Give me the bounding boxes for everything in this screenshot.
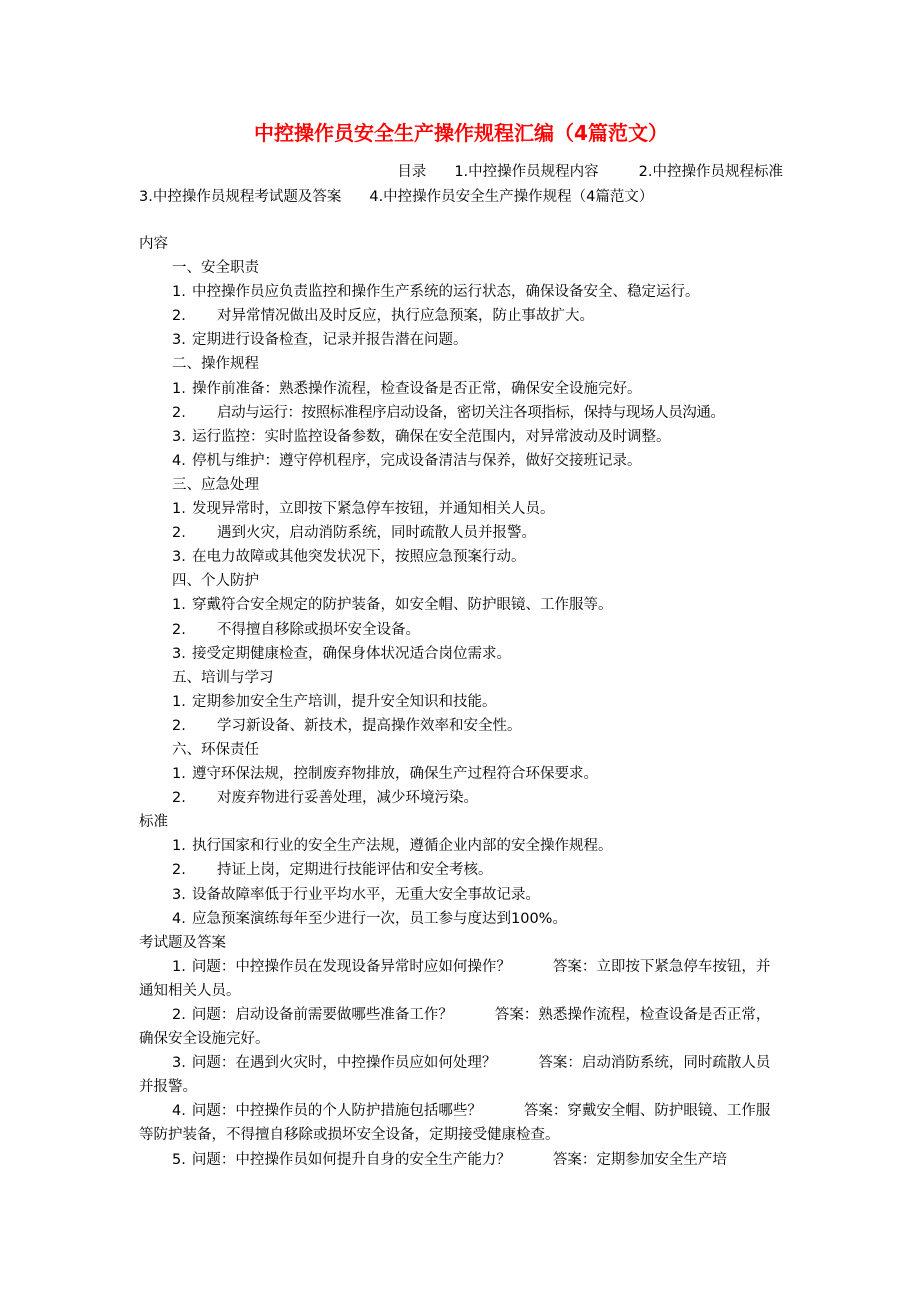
list-item: 3. 运行监控：实时监控设备参数，确保在安全范围内，对异常波动及时调整。 xyxy=(172,428,671,445)
list-item: 2. 启动与运行：按照标准程序启动设备，密切关注各项指标，保持与现场人员沟通。 xyxy=(172,404,725,421)
qa-item: 4. 问题：中控操作员的个人防护措施包括哪些？ 答案：穿戴安全帽、防护眼镜、工作服等防护装备，不得擅自移除或损坏安全设备，定期接受健康检查。 xyxy=(139,1103,771,1144)
qa-item: 5. 问题：中控操作员如何提升自身的安全生产能力？ 答案：定期参加安全生产培 xyxy=(172,1151,727,1168)
list-item: 2. 对废弃物进行妥善处理，减少环境污染。 xyxy=(172,790,478,807)
toc-item-1[interactable]: 1.中控操作员规程内容 xyxy=(454,164,599,180)
document-title: 中控操作员安全生产操作规程汇编（4篇范文） xyxy=(254,121,668,145)
section-heading: 六、环保责任 xyxy=(172,741,259,758)
toc-label: 目录 xyxy=(397,164,427,180)
section-heading: 三、应急处理 xyxy=(172,476,259,493)
document-body xyxy=(139,232,783,1172)
list-item: 1. 中控操作员应负责监控和操作生产系统的运行状态，确保设备安全、稳定运行。 xyxy=(172,284,700,301)
list-item: 2. 不得擅自移除或损坏安全设备。 xyxy=(172,621,420,638)
section-heading: 四、个人防护 xyxy=(172,573,259,590)
toc-item-3[interactable]: 3.中控操作员规程考试题及答案 xyxy=(139,189,342,205)
list-item: 1. 执行国家和行业的安全生产法规，遵循企业内部的安全操作规程。 xyxy=(172,838,613,855)
qa-item: 2. 问题：启动设备前需要做哪些准备工作？ 答案：熟悉操作流程，检查设备是否正常，确保安全设施完好。 xyxy=(139,1007,771,1048)
qa-item: 1. 问题：中控操作员在发现设备异常时应如何操作？ 答案：立即按下紧急停车按钮，并通知相关人员。 xyxy=(139,958,771,999)
toc-line-1 xyxy=(139,160,783,185)
list-item: 4. 停机与维护：遵守停机程序，完成设备清洁与保养，做好交接班记录。 xyxy=(172,452,642,469)
toc-item-2[interactable]: 2.中控操作员规程标准 xyxy=(638,164,783,180)
list-item: 2. 持证上岗，定期进行技能评估和安全考核。 xyxy=(172,862,493,879)
section-heading: 一、安全职责 xyxy=(172,260,259,277)
toc-line-2 xyxy=(139,185,783,210)
list-item: 2. 遇到火灾，启动消防系统，同时疏散人员并报警。 xyxy=(172,525,536,542)
toc-item-4[interactable]: 4.中控操作员安全生产操作规程（4篇范文） xyxy=(369,189,654,205)
list-item: 1. 遵守环保法规，控制废弃物排放，确保生产过程符合环保要求。 xyxy=(172,766,598,783)
part-label-content: 内容 xyxy=(139,236,168,252)
section-heading: 二、操作规程 xyxy=(172,356,259,373)
qa-item: 3. 问题：在遇到火灾时，中控操作员应如何处理？ 答案：启动消防系统，同时疏散人员并报警。 xyxy=(139,1055,771,1096)
list-item: 1. 定期参加安全生产培训，提升安全知识和技能。 xyxy=(172,693,497,710)
part-label-exam: 考试题及答案 xyxy=(139,934,226,951)
list-item: 1. 操作前准备：熟悉操作流程，检查设备是否正常，确保安全设施完好。 xyxy=(172,380,642,397)
part-label-standards: 标准 xyxy=(139,814,168,831)
list-item: 1. 发现异常时，立即按下紧急停车按钮，并通知相关人员。 xyxy=(172,501,555,518)
list-item: 2. 学习新设备、新技术，提高操作效率和安全性。 xyxy=(172,717,522,734)
list-item: 3. 在电力故障或其他突发状况下，按照应急预案行动。 xyxy=(172,549,526,566)
table-of-contents xyxy=(139,160,783,210)
list-item: 3. 设备故障率低于行业平均水平，无重大安全事故记录。 xyxy=(172,886,540,903)
section-heading: 五、培训与学习 xyxy=(172,669,274,686)
list-item: 3. 接受定期健康检查，确保身体状况适合岗位需求。 xyxy=(172,645,511,662)
list-item: 4. 应急预案演练每年至少进行一次，员工参与度达到100%。 xyxy=(172,910,567,927)
list-item: 1. 穿戴符合安全规定的防护装备，如安全帽、防护眼镜、工作服等。 xyxy=(172,597,613,614)
list-item: 2. 对异常情况做出及时反应，执行应急预案，防止事故扩大。 xyxy=(172,308,594,325)
list-item: 3. 定期进行设备检查，记录并报告潜在问题。 xyxy=(172,332,468,349)
